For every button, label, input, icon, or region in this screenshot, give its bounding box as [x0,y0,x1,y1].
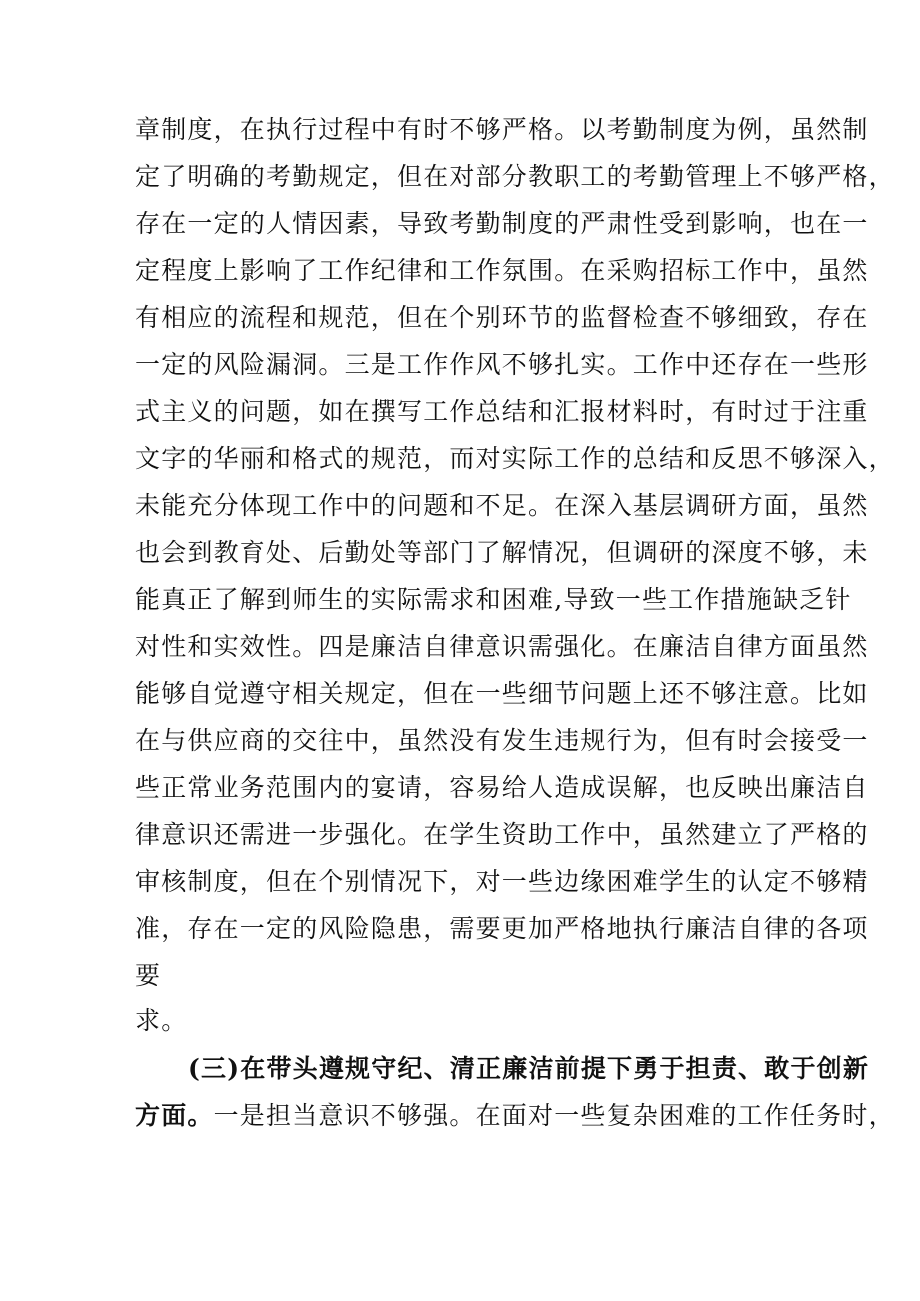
body-line-6: 一定的风险漏洞。三是工作作风不够扎实。工作中还存在一些形 [135,350,869,379]
body-line-15: 些正常业务范围内的宴请，容易给人造成误解，也反映出廉洁自 [135,773,869,802]
body-line-7: 式主义的问题，如在撰写工作总结和汇报材料时，有时过于注重 [135,397,869,426]
section-body-text: 一是担当意识不够强。在面对一些复杂困难的工作任务时， [213,1101,895,1130]
body-line-20: 求。 [135,1006,188,1035]
body-line-10: 也会到教育处、后勤处等部门了解情况，但调研的深度不够，未 [135,538,869,567]
body-line-8: 文字的华丽和格式的规范，而对实际工作的总结和反思不够深入， [135,444,895,473]
section-heading-continuation-line [135,1101,895,1131]
body-line-3: 存在一定的人情因素，导致考勤制度的严肃性受到影响，也在一 [135,209,869,238]
body-line-5: 有相应的流程和规范，但在个别环节的监督检查不够细致，存在 [135,303,869,332]
body-line-19: 要 [135,961,162,990]
body-line-14: 在与供应商的交往中，虽然没有发生违规行为，但有时会接受一 [135,726,869,755]
body-line-2: 定了明确的考勤规定，但在对部分教职工的考勤管理上不够严格， [135,162,895,191]
body-line-16: 律意识还需进一步强化。在学生资助工作中，虽然建立了严格的 [135,820,869,849]
body-line-11: 能真正了解到师生的实际需求和困难,导致一些工作措施缺乏针 [135,585,852,614]
body-line-1: 章制度，在执行过程中有时不够严格。以考勤制度为例，虽然制 [135,115,869,144]
body-line-12: 对性和实效性。四是廉洁自律意识需强化。在廉洁自律方面虽然 [135,632,869,661]
body-line-18: 准，存在一定的风险隐患，需要更加严格地执行廉洁自律的各项 [135,914,869,943]
body-line-9: 未能充分体现工作中的问题和不足。在深入基层调研方面，虽然 [135,491,869,520]
body-line-17: 审核制度，但在个别情况下，对一些边缘困难学生的认定不够精 [135,867,869,896]
section-heading-continuation: 方面。 [135,1101,214,1130]
body-line-4: 定程度上影响了工作纪律和工作氛围。在采购招标工作中，虽然 [135,256,869,285]
body-line-13: 能够自觉遵守相关规定，但在一些细节问题上还不够注意。比如 [135,679,869,708]
section-heading: (三)在带头遵规守纪、清正廉洁前提下勇于担责、敢于创新 [188,1054,870,1083]
